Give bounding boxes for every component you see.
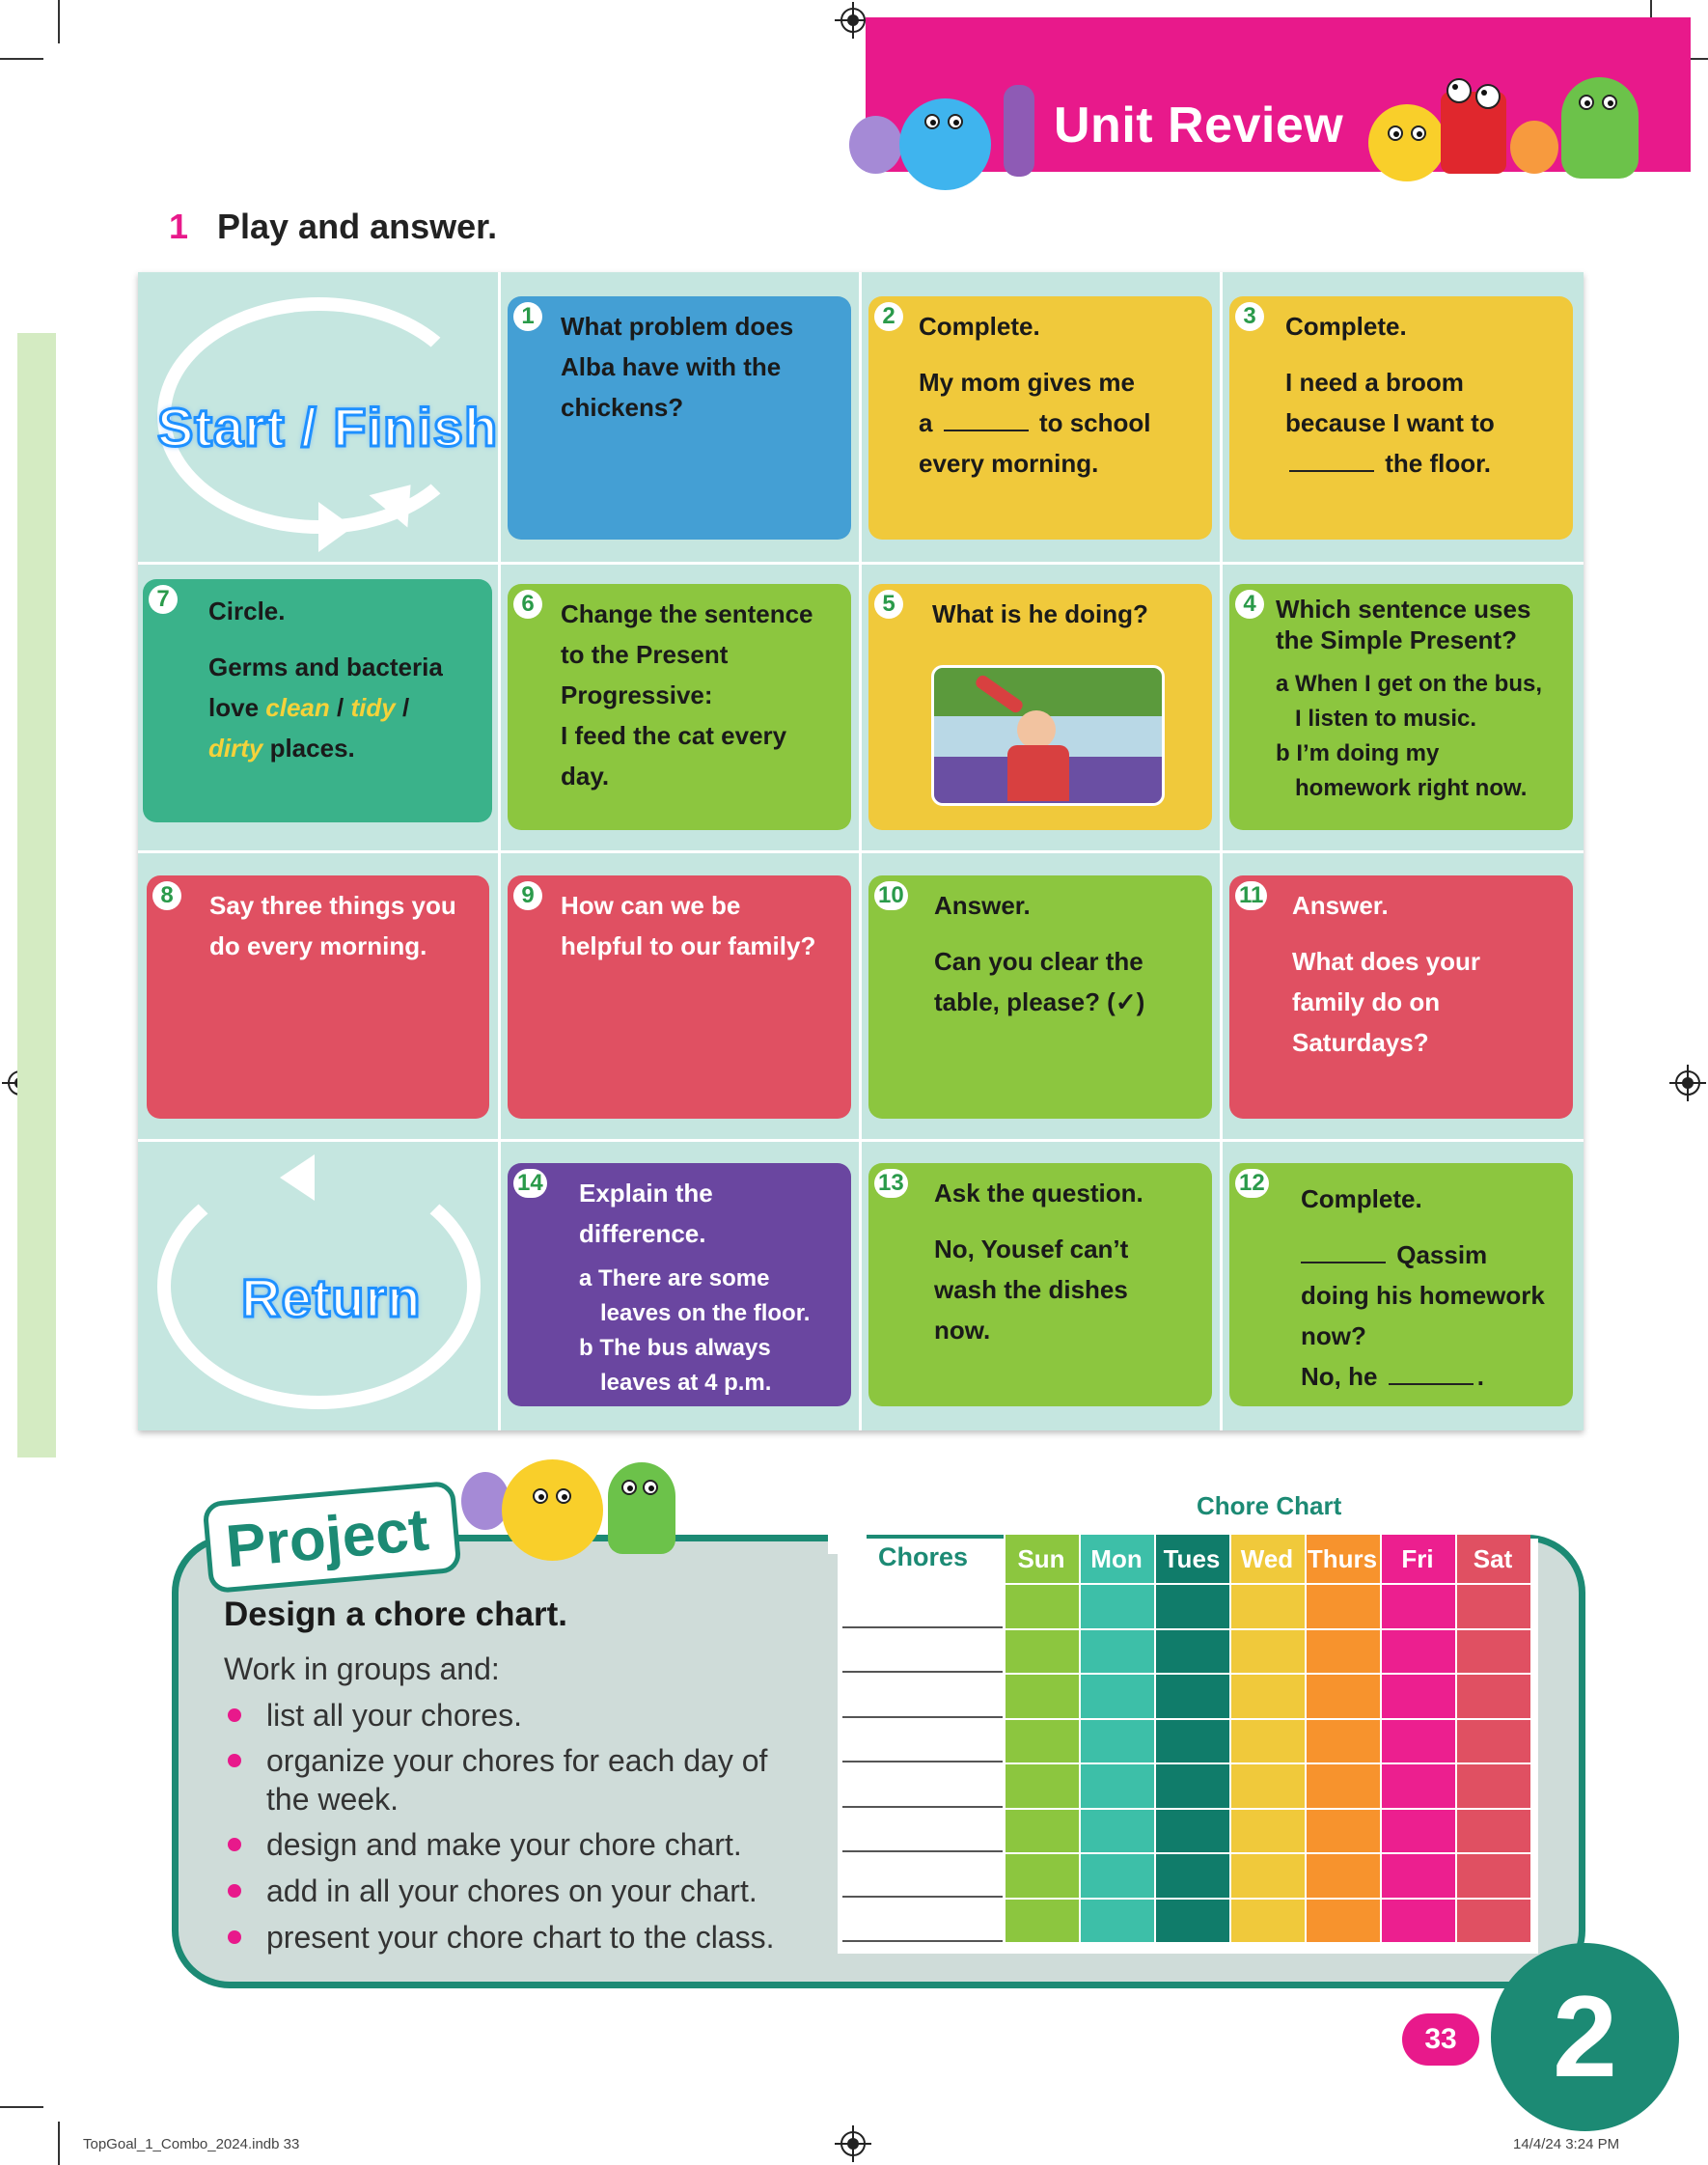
card-number: 2	[874, 302, 903, 331]
card-heading: the Simple Present?	[1276, 625, 1517, 654]
red-mascot-icon	[1441, 92, 1506, 174]
day-header: Sat	[1473, 1544, 1513, 1573]
project-heading: Design a chore chart.	[224, 1596, 567, 1633]
chart-cell[interactable]	[1154, 1675, 1229, 1718]
chart-cell[interactable]	[1079, 1720, 1154, 1763]
chore-write-line[interactable]	[842, 1671, 1003, 1673]
grid-line	[1004, 1535, 1006, 1944]
bullet-icon	[228, 1930, 241, 1944]
sentence-a: a There are some	[579, 1265, 770, 1291]
bullet-text: the week.	[266, 1782, 399, 1817]
card-text: Saturdays?	[1292, 1028, 1429, 1057]
card-text: table, please? (✓)	[934, 987, 1145, 1016]
grid-line	[138, 562, 1584, 565]
chart-cell[interactable]	[1229, 1810, 1305, 1853]
bullet-icon	[228, 1708, 241, 1722]
card-number: 13	[874, 1169, 908, 1198]
sentence-b-cont: leaves at 4 p.m.	[600, 1370, 772, 1396]
board-card-8[interactable]	[147, 875, 489, 1119]
chart-cell[interactable]	[1079, 1585, 1154, 1628]
chart-cell[interactable]	[1154, 1764, 1229, 1808]
chart-cell[interactable]	[1455, 1585, 1530, 1628]
card-text: How can we be	[561, 891, 741, 920]
card-text: Say three things you	[209, 891, 456, 920]
page-title: Unit Review	[1054, 97, 1344, 153]
card-text: do every morning.	[209, 931, 427, 960]
chart-cell[interactable]	[1004, 1675, 1079, 1718]
footer-file: TopGoal_1_Combo_2024.indb 33	[83, 2136, 300, 2152]
chart-cell[interactable]	[1305, 1720, 1380, 1763]
sentence-b: b The bus always	[579, 1335, 771, 1361]
return-label: Return	[241, 1267, 422, 1328]
chart-cell[interactable]	[1154, 1810, 1229, 1853]
chore-write-line[interactable]	[842, 1806, 1003, 1808]
board-card-4[interactable]	[1229, 584, 1573, 830]
day-header: Tues	[1163, 1544, 1221, 1573]
grid-line	[1004, 1763, 1530, 1764]
grid-line	[1004, 1942, 1530, 1944]
chart-cell[interactable]	[1380, 1900, 1455, 1943]
card-text: family do on	[1292, 987, 1441, 1016]
crop-mark	[0, 58, 43, 60]
chart-cell[interactable]	[1154, 1854, 1229, 1898]
unit-number: 2	[1491, 1943, 1679, 2131]
card-heading: Which sentence uses	[1276, 595, 1531, 624]
card-text: to the Present	[561, 640, 729, 669]
board-card-9[interactable]	[508, 875, 851, 1119]
page-number: 33	[1402, 2013, 1479, 2066]
card-text: doing his homework	[1301, 1281, 1545, 1310]
card-number: 7	[149, 585, 178, 614]
grid-line	[138, 1139, 1584, 1142]
card-text: every morning.	[919, 449, 1099, 478]
card-number: 3	[1235, 302, 1264, 331]
choice-tidy[interactable]: tidy	[350, 693, 396, 722]
sun-mascot-icon	[502, 1459, 603, 1561]
chart-cell[interactable]	[1004, 1720, 1079, 1763]
chores-column-header: Chores	[878, 1542, 969, 1571]
chore-write-line[interactable]	[842, 1896, 1003, 1898]
choice-dirty[interactable]: dirty	[208, 734, 263, 763]
card-number: 11	[1235, 881, 1267, 910]
chore-write-line[interactable]	[842, 1716, 1003, 1718]
day-column	[1455, 1535, 1530, 1944]
card-number: 4	[1235, 590, 1264, 619]
chart-cell[interactable]	[1079, 1854, 1154, 1898]
chart-cell[interactable]	[1079, 1630, 1154, 1674]
card-number: 14	[513, 1169, 547, 1198]
grid-line	[1004, 1852, 1530, 1854]
card-text: the floor.	[1385, 449, 1492, 478]
option-b-cont: homework right now.	[1295, 775, 1528, 801]
choice-clean[interactable]: clean	[265, 693, 330, 722]
chart-cell[interactable]	[1079, 1810, 1154, 1853]
chart-cell[interactable]	[1455, 1854, 1530, 1898]
side-strip	[17, 333, 56, 1457]
project-intro: Work in groups and:	[224, 1652, 500, 1686]
card-heading: Explain the	[579, 1179, 713, 1207]
board-card-6[interactable]	[508, 584, 851, 830]
card-number: 12	[1235, 1169, 1269, 1198]
card-heading: Answer.	[1292, 891, 1389, 920]
card-text: now.	[934, 1316, 991, 1345]
exercise-number: 1	[169, 207, 189, 246]
day-column	[1154, 1535, 1229, 1944]
card-text: love	[208, 693, 260, 722]
day-column	[1079, 1535, 1154, 1944]
card-text: Can you clear the	[934, 947, 1143, 976]
board-card-11[interactable]	[1229, 875, 1573, 1119]
card-heading: Complete.	[919, 312, 1040, 341]
card-text: to school	[1038, 408, 1151, 437]
bullet-icon	[228, 1884, 241, 1898]
chart-cell[interactable]	[1455, 1630, 1530, 1674]
chart-cell[interactable]	[1154, 1720, 1229, 1763]
board-card-3[interactable]	[1229, 296, 1573, 540]
answer-blank	[944, 430, 1029, 431]
card-number: 8	[152, 881, 181, 910]
chart-cell[interactable]	[1455, 1720, 1530, 1763]
green-mascot-icon	[608, 1462, 675, 1554]
board-card-2[interactable]	[868, 296, 1212, 540]
grid-line	[1004, 1583, 1530, 1585]
day-header: Mon	[1090, 1544, 1143, 1573]
card-text: .	[1476, 1362, 1484, 1391]
card-text: Progressive:	[561, 680, 713, 709]
chore-write-line[interactable]	[842, 1940, 1003, 1942]
chart-cell[interactable]	[1004, 1900, 1079, 1943]
board-card-7[interactable]	[143, 579, 492, 822]
option-a[interactable]: a When I get on the bus,	[1276, 671, 1542, 697]
answer-blank	[1289, 470, 1374, 472]
chore-write-line[interactable]	[842, 1761, 1003, 1763]
chart-cell[interactable]	[1079, 1900, 1154, 1943]
crop-mark	[0, 2106, 43, 2108]
card-text: Germs and bacteria	[208, 652, 443, 681]
chart-cell[interactable]	[1154, 1900, 1229, 1943]
card-text: What problem does	[561, 312, 794, 341]
chart-cell[interactable]	[1004, 1810, 1079, 1853]
chart-cell[interactable]	[1380, 1810, 1455, 1853]
grid-line	[138, 850, 1584, 853]
day-header: Sun	[1017, 1544, 1065, 1573]
card-heading: difference.	[579, 1219, 706, 1248]
chart-cell[interactable]	[1004, 1630, 1079, 1674]
project-tag-label: Project	[223, 1496, 431, 1581]
chart-cell[interactable]	[1154, 1630, 1229, 1674]
chart-cell[interactable]	[1004, 1854, 1079, 1898]
card-number: 1	[513, 302, 542, 331]
card-number: 9	[513, 881, 542, 910]
chore-chart-title: Chore Chart	[1197, 1491, 1342, 1520]
chart-cell[interactable]	[1380, 1585, 1455, 1628]
chart-cell[interactable]	[1380, 1675, 1455, 1718]
day-column	[1305, 1535, 1380, 1944]
bullet-icon	[228, 1754, 241, 1767]
chart-cell[interactable]	[1229, 1900, 1305, 1943]
bullet-text: design and make your chore chart.	[266, 1827, 742, 1862]
chart-cell[interactable]	[1455, 1900, 1530, 1943]
card-text: day.	[561, 762, 610, 791]
card-text: places.	[269, 734, 355, 763]
board-card-12[interactable]	[1229, 1163, 1573, 1406]
card-heading: Ask the question.	[934, 1179, 1143, 1207]
purple-mascot-icon	[849, 116, 902, 174]
grid-line	[1079, 1535, 1081, 1944]
separator: /	[337, 693, 344, 722]
chore-write-line[interactable]	[842, 1626, 1003, 1628]
registration-mark-icon	[840, 8, 866, 33]
chart-cell[interactable]	[1229, 1854, 1305, 1898]
day-column	[1229, 1535, 1305, 1944]
chart-cell[interactable]	[1229, 1720, 1305, 1763]
card-heading: Complete.	[1301, 1184, 1422, 1213]
chart-cell[interactable]	[1079, 1675, 1154, 1718]
bullet-text: organize your chores for each day of	[266, 1743, 768, 1778]
card-text: What does your	[1292, 947, 1481, 976]
card-number: 10	[874, 881, 908, 910]
day-column	[1380, 1535, 1455, 1944]
grid-line	[1004, 1898, 1530, 1900]
grid-line	[1004, 1718, 1530, 1720]
exercise-instruction: Play and answer.	[217, 207, 498, 246]
card-text: Alba have with the	[561, 352, 782, 381]
card-text: helpful to our family?	[561, 931, 816, 960]
board-card-14[interactable]	[508, 1163, 851, 1406]
crop-mark	[58, 0, 60, 43]
bullet-text: present your chore chart to the class.	[266, 1920, 775, 1955]
registration-mark-icon	[840, 2131, 866, 2156]
chart-cell[interactable]	[1079, 1764, 1154, 1808]
card-text: a	[919, 408, 933, 437]
day-header: Fri	[1401, 1544, 1434, 1573]
chart-cell[interactable]	[1229, 1585, 1305, 1628]
card-text: I need a broom	[1285, 368, 1464, 397]
chart-cell[interactable]	[1305, 1585, 1380, 1628]
board-card-1[interactable]	[508, 296, 851, 540]
card-text: because I want to	[1285, 408, 1495, 437]
day-header: Thurs	[1307, 1544, 1378, 1573]
answer-blank	[1389, 1383, 1474, 1385]
grid-line	[1229, 1535, 1231, 1944]
board-card-5[interactable]	[868, 584, 1212, 830]
card-heading: Circle.	[208, 597, 286, 625]
day-column	[1004, 1535, 1079, 1944]
separator: /	[401, 693, 410, 722]
card-text: I feed the cat every	[561, 721, 787, 750]
grid-line	[1004, 1628, 1530, 1630]
arrow-head-icon	[280, 1154, 315, 1201]
chart-cell[interactable]	[1305, 1810, 1380, 1853]
card-text: Change the sentence	[561, 599, 813, 628]
chart-cell[interactable]	[1380, 1630, 1455, 1674]
chart-cell[interactable]	[1229, 1630, 1305, 1674]
chart-cell[interactable]	[1380, 1854, 1455, 1898]
start-finish-label: Start / Finish	[157, 397, 499, 458]
board-card-13[interactable]	[868, 1163, 1212, 1406]
card-text: Qassim	[1396, 1240, 1488, 1269]
chart-cell[interactable]	[1229, 1675, 1305, 1718]
card-number: 6	[513, 590, 542, 619]
bullet-text: list all your chores.	[266, 1698, 522, 1733]
card-number: 5	[874, 590, 903, 619]
purple-stick-mascot-icon	[1004, 85, 1034, 177]
green-mascot-icon	[1561, 77, 1639, 179]
card-heading: Answer.	[934, 891, 1031, 920]
panel-notch	[828, 1525, 867, 1554]
chart-cell[interactable]	[1004, 1764, 1079, 1808]
sun-mascot-icon	[1368, 104, 1446, 181]
blue-mascot-icon	[899, 98, 991, 190]
option-a-cont: I listen to music.	[1295, 706, 1477, 732]
chart-cell[interactable]	[1305, 1630, 1380, 1674]
chart-cell[interactable]	[1380, 1720, 1455, 1763]
chart-cell[interactable]	[1455, 1764, 1530, 1808]
card-text: No, Yousef can’t	[934, 1235, 1129, 1263]
chart-cell[interactable]	[1305, 1900, 1380, 1943]
orange-mascot-icon	[1510, 121, 1558, 174]
answer-blank	[1301, 1262, 1386, 1263]
card-text: wash the dishes	[934, 1275, 1128, 1304]
day-header: Wed	[1240, 1544, 1294, 1573]
chart-cell[interactable]	[1154, 1585, 1229, 1628]
chart-cell[interactable]	[1229, 1764, 1305, 1808]
boy-yawning-image	[931, 665, 1165, 806]
grid-line	[1154, 1535, 1156, 1944]
chart-cell[interactable]	[1004, 1585, 1079, 1628]
registration-mark-icon	[1675, 1070, 1700, 1096]
bullet-icon	[228, 1838, 241, 1851]
grid-line	[1004, 1673, 1530, 1675]
card-heading: What is he doing?	[932, 599, 1148, 628]
bullet-text: add in all your chores on your chart.	[266, 1874, 758, 1908]
grid-line	[1004, 1808, 1530, 1810]
card-text: My mom gives me	[919, 368, 1135, 397]
crop-mark	[58, 2122, 60, 2165]
chart-cell[interactable]	[1380, 1764, 1455, 1808]
chore-write-line[interactable]	[842, 1850, 1003, 1852]
option-b[interactable]: b I’m doing my	[1276, 740, 1440, 766]
grid-line	[1305, 1535, 1307, 1944]
sentence-a-cont: leaves on the floor.	[600, 1300, 811, 1326]
card-text: now?	[1301, 1321, 1366, 1350]
card-heading: Complete.	[1285, 312, 1407, 341]
chart-cell[interactable]	[1455, 1675, 1530, 1718]
arrow-head-icon	[318, 502, 353, 552]
chart-cell[interactable]	[1305, 1764, 1380, 1808]
chart-cell[interactable]	[1455, 1810, 1530, 1853]
board-card-10[interactable]	[868, 875, 1212, 1119]
card-text: chickens?	[561, 393, 684, 422]
grid-line	[1380, 1535, 1382, 1944]
card-text: No, he	[1301, 1362, 1378, 1391]
chart-cell[interactable]	[1305, 1675, 1380, 1718]
grid-line	[1455, 1535, 1457, 1944]
footer-date: 14/4/24 3:24 PM	[1513, 2136, 1620, 2152]
chart-cell[interactable]	[1305, 1854, 1380, 1898]
